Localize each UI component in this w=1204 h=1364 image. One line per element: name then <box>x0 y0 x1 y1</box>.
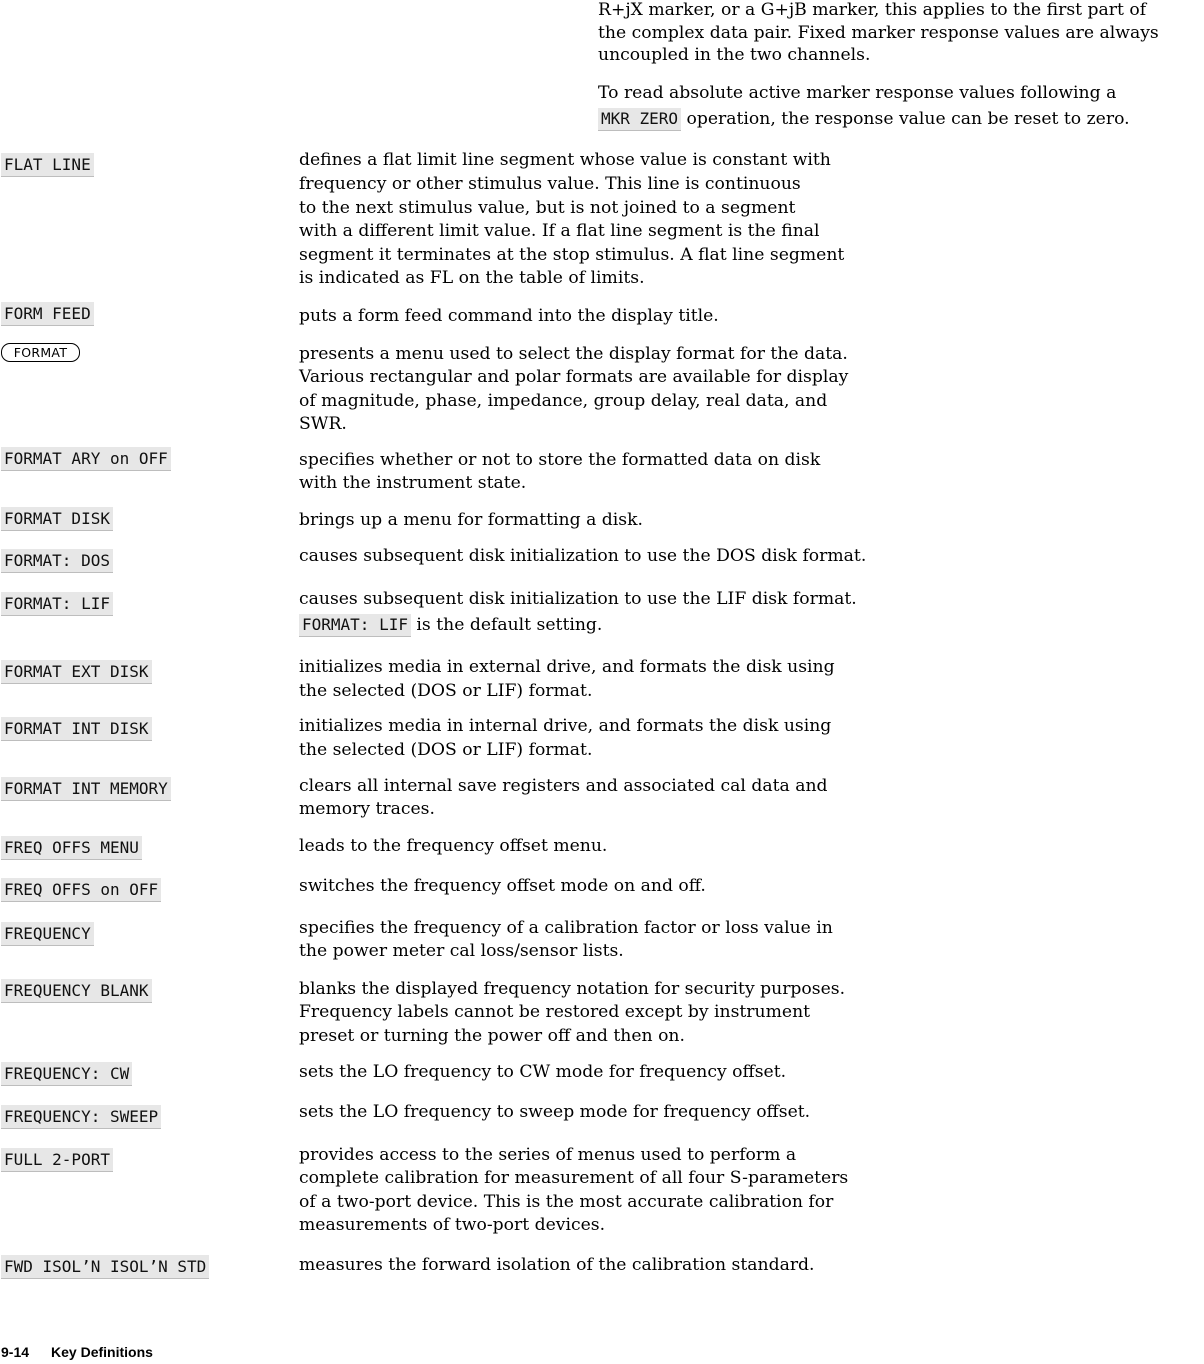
key-format-int-memory: FORMAT INT MEMORY <box>1 777 171 801</box>
format-hardkey: FORMAT <box>1 343 80 362</box>
desc-line: with a different limit value. If a flat line segment is the final <box>299 221 820 241</box>
key-frequency-blank: FREQUENCY BLANK <box>1 979 152 1003</box>
intro-line: R+jX marker, or a G+jB marker, this applies to the first part of <box>598 0 1147 20</box>
desc-line: with the instrument state. <box>299 473 527 493</box>
page-footer <box>1 1344 153 1360</box>
desc-line: provides access to the series of menus used to perform a <box>299 1145 797 1165</box>
desc-line: initializes media in internal drive, and formats the disk using <box>299 716 832 736</box>
intro-line: the complex data pair. Fixed marker response values are always <box>598 23 1159 43</box>
key-format-lif: FORMAT: LIF <box>1 592 113 616</box>
desc-line: specifies the frequency of a calibration factor or loss value in <box>299 918 833 938</box>
desc-line: SWR. <box>299 414 347 434</box>
desc-line: defines a flat limit line segment whose value is constant with <box>299 150 831 170</box>
key-format-ary: FORMAT ARY on OFF <box>1 447 171 471</box>
intro-line: uncoupled in the two channels. <box>598 45 871 65</box>
key-fwd-isoln-std: FWD ISOL’N ISOL’N STD <box>1 1255 209 1279</box>
desc-line: leads to the frequency offset menu. <box>299 836 608 856</box>
section-title: Key Definitions <box>51 1344 153 1360</box>
desc-line: Frequency labels cannot be restored except by instrument <box>299 1002 811 1022</box>
key-format-ext-disk: FORMAT EXT DISK <box>1 660 152 684</box>
key-freq-offs-menu: FREQ OFFS MENU <box>1 836 142 860</box>
desc-line: Various rectangular and polar formats are available for display <box>299 367 849 387</box>
key-freq-offs-on-off: FREQ OFFS on OFF <box>1 878 161 902</box>
desc-line: causes subsequent disk initialization to use the LIF disk format. <box>299 589 857 609</box>
key-form-feed: FORM FEED <box>1 302 94 326</box>
desc-line: clears all internal save registers and associated cal data and <box>299 776 828 796</box>
default-note-line <box>299 613 905 637</box>
desc-line: to the next stimulus value, but is not joined to a segment <box>299 198 796 218</box>
key-flat-line: FLAT LINE <box>1 153 94 177</box>
desc-line: measurements of two-port devices. <box>299 1215 606 1235</box>
desc-line: complete calibration for measurement of all four S-parameters <box>299 1168 849 1188</box>
desc-line: segment it terminates at the stop stimulus. A flat line segment <box>299 245 845 265</box>
desc-line: memory traces. <box>299 799 435 819</box>
key-frequency: FREQUENCY <box>1 922 94 946</box>
intro-zero-line <box>598 107 1204 131</box>
key-format-dos: FORMAT: DOS <box>1 549 113 573</box>
desc-line: the selected (DOS or LIF) format. <box>299 681 593 701</box>
intro-zero-text: operation, the response value can be reset to zero. <box>681 109 1130 129</box>
desc-line: is indicated as FL on the table of limits. <box>299 268 645 288</box>
mkr-zero-softkey: MKR ZERO <box>598 108 681 131</box>
key-format-int-disk: FORMAT INT DISK <box>1 717 152 741</box>
desc-line: switches the frequency offset mode on and off. <box>299 876 706 896</box>
desc-line: puts a form feed command into the display title. <box>299 306 719 326</box>
desc-line: initializes media in external drive, and formats the disk using <box>299 657 835 677</box>
key-frequency-sweep: FREQUENCY: SWEEP <box>1 1105 161 1129</box>
desc-line: frequency or other stimulus value. This line is continuous <box>299 174 801 194</box>
desc-line: of magnitude, phase, impedance, group delay, real data, and <box>299 391 828 411</box>
desc-line: sets the LO frequency to sweep mode for frequency offset. <box>299 1102 811 1122</box>
desc-line: the selected (DOS or LIF) format. <box>299 740 593 760</box>
key-frequency-cw: FREQUENCY: CW <box>1 1062 132 1086</box>
desc-line: the power meter cal loss/sensor lists. <box>299 941 624 961</box>
desc-line: of a two-port device. This is the most accurate calibration for <box>299 1192 834 1212</box>
desc-line: presents a menu used to select the display format for the data. <box>299 344 848 364</box>
desc-line: sets the LO frequency to CW mode for frequency offset. <box>299 1062 787 1082</box>
default-note-text: is the default setting. <box>410 615 603 635</box>
desc-line: preset or turning the power off and then on. <box>299 1026 685 1046</box>
desc-line: blanks the displayed frequency notation for security purposes. <box>299 979 846 999</box>
intro-line: To read absolute active marker response values following a <box>598 83 1117 103</box>
desc-line: causes subsequent disk initialization to use the DOS disk format. <box>299 546 867 566</box>
desc-line: measures the forward isolation of the calibration standard. <box>299 1255 815 1275</box>
desc-line: specifies whether or not to store the formatted data on disk <box>299 450 821 470</box>
page-number: 9-14 <box>1 1344 30 1360</box>
key-full-2-port: FULL 2-PORT <box>1 1148 113 1172</box>
format-lif-inline-softkey: FORMAT: LIF <box>299 614 411 637</box>
desc-line: brings up a menu for formatting a disk. <box>299 510 644 530</box>
key-format-disk: FORMAT DISK <box>1 507 113 531</box>
